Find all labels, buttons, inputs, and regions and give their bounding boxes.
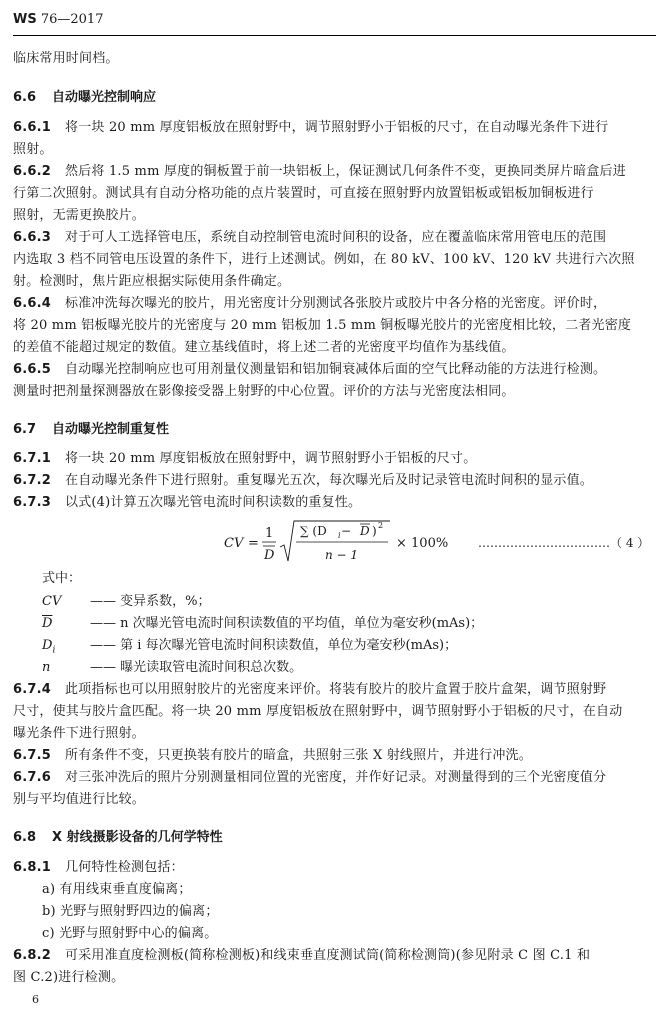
clause-number: 6.7.1 bbox=[13, 451, 52, 466]
text-line: 射。检测时，焦片距应根据实际使用条件确定。 bbox=[13, 274, 291, 289]
clause-line bbox=[13, 360, 658, 379]
clause-line bbox=[13, 493, 658, 512]
definition-n bbox=[42, 656, 302, 675]
clause-number: 6.6.4 bbox=[13, 296, 52, 311]
page-header bbox=[13, 12, 103, 27]
symbol: CV bbox=[42, 594, 62, 609]
clause-text: 标准冲洗每次曝光的胶片，用光密度计分别测试各张胶片或胶片中各分格的光密度。评价时， bbox=[65, 296, 607, 311]
clause-line bbox=[13, 746, 658, 765]
standard-code: WS bbox=[13, 12, 37, 27]
text-line: 曝光条件下进行照射。 bbox=[13, 726, 146, 741]
formula-sub-i: i bbox=[338, 531, 341, 540]
list-item: c) 光野与照射野中心的偏离。 bbox=[42, 926, 218, 941]
clause-text: 可采用准直度检测板(简称检测板)和线束垂直度测试筒(简称检测筒)(参见附录 C 图 C.1 和 bbox=[65, 948, 591, 963]
list-item: b) 光野与照射野四边的偏离； bbox=[42, 904, 219, 919]
section-number: 6.8 bbox=[13, 830, 37, 845]
clause-number: 6.7.4 bbox=[13, 682, 52, 697]
clause-number: 6.8.1 bbox=[13, 860, 52, 875]
section-heading bbox=[13, 418, 169, 437]
clause-line bbox=[13, 768, 658, 787]
formula-dbar: D bbox=[360, 524, 370, 538]
formula-frac-num: 1 bbox=[265, 526, 274, 541]
section-number: 6.6 bbox=[13, 90, 37, 105]
clause-line bbox=[13, 118, 658, 137]
clause-line bbox=[13, 228, 658, 247]
clause-text: 几何特性检测包括： bbox=[65, 860, 184, 875]
definition-text: —— 变异系数，%； bbox=[90, 594, 211, 609]
section-title: X 射线摄影设备的几何学特性 bbox=[52, 830, 223, 845]
clause-number: 6.8.2 bbox=[13, 948, 52, 963]
symbol: n bbox=[42, 660, 51, 675]
text-line: 将 20 mm 铝板曝光胶片的光密度与 20 mm 铝板加 1.5 mm 铜板曝光胶片的光密度相比较，二者光密度 bbox=[13, 318, 632, 333]
text-line: 照射，无需更换胶片。 bbox=[13, 208, 146, 223]
text-line: 的差值不能超过规定的数值。建立基线值时，将上述二者的光密度平均值作为基线值。 bbox=[13, 340, 515, 355]
clause-text: 然后将 1.5 mm 厚度的铜板置于前一块铝板上，保证测试几何条件不变，更换同类屏片暗盒后进 bbox=[65, 164, 626, 179]
symbol-base: D bbox=[42, 638, 53, 653]
symbol-sub: i bbox=[52, 645, 56, 656]
text-line: 临床常用时间档。 bbox=[13, 51, 119, 66]
clause-number: 6.6.5 bbox=[13, 362, 52, 377]
formula-den: n − 1 bbox=[325, 548, 359, 562]
clause-number: 6.7.3 bbox=[13, 495, 52, 510]
definition-di bbox=[42, 634, 457, 656]
where-label: 式中： bbox=[42, 571, 82, 586]
clause-line bbox=[13, 294, 658, 313]
symbol: $\overline{D}$ bbox=[42, 616, 53, 631]
text-line: 图 C.2)进行检测。 bbox=[13, 970, 125, 985]
header-rule bbox=[13, 35, 656, 36]
clause-text: 自动曝光控制响应也可用剂量仪测量铝和铝加铜衰减体后面的空气比释动能的方法进行检测。 bbox=[65, 362, 607, 377]
clause-line bbox=[13, 858, 658, 877]
clause-text: 所有条件不变，只更换装有胶片的暗盒，共照射三张 X 射线照片，并进行冲洗。 bbox=[65, 748, 532, 763]
clause-text: 将一块 20 mm 厚度铝板放在照射野中，调节照射野小于铝板的尺寸，在自动曝光条件下进行 bbox=[65, 120, 609, 135]
clause-number: 6.6.3 bbox=[13, 230, 52, 245]
equation-number: ……………………………（ 4 ） bbox=[478, 536, 650, 550]
formula-close: ) bbox=[372, 524, 377, 538]
clause-text: 以式(4)计算五次曝光管电流时间积读数的重复性。 bbox=[65, 495, 362, 510]
definition-text: —— n 次曝光管电流时间积读数值的平均值，单位为毫安秒(mAs)； bbox=[90, 616, 484, 631]
symbol bbox=[42, 638, 90, 656]
formula-eq: = bbox=[248, 536, 259, 551]
section-title: 自动曝光控制响应 bbox=[52, 90, 157, 105]
text-line: 内选取 3 档不同管电压设置的条件下，进行上述测试。例如，在 80 kV、100 kV、120 kV 共进行六次照 bbox=[13, 252, 635, 267]
definition-dbar bbox=[42, 612, 483, 631]
text-line: 测量时把剂量探测器放在影像接受器上射野的中心位置。评价的方法与光密度法相同。 bbox=[13, 384, 515, 399]
formula-square: 2 bbox=[378, 521, 384, 530]
clause-text: 此项指标也可以用照射胶片的光密度来评价。将装有胶片的胶片盒置于胶片盒架，调节照射野 bbox=[65, 682, 607, 697]
clause-number: 6.6.2 bbox=[13, 164, 52, 179]
section-heading bbox=[13, 826, 223, 845]
clause-line bbox=[13, 471, 658, 490]
clause-number: 6.7.2 bbox=[13, 473, 52, 488]
clause-line bbox=[13, 449, 658, 468]
formula-times: × 100% bbox=[396, 536, 449, 551]
clause-line bbox=[13, 162, 658, 181]
text-line: 行第二次照射。测试具有自动分格功能的点片装置时，可直接在照射野内放置铝板或铝板加铜板进行 bbox=[13, 186, 594, 201]
formula-sum: ∑ (D bbox=[300, 524, 327, 538]
section-title: 自动曝光控制重复性 bbox=[52, 422, 170, 437]
page-number: 6 bbox=[32, 993, 39, 1006]
text-line: 别与平均值进行比较。 bbox=[13, 792, 146, 807]
section-heading bbox=[13, 86, 156, 105]
clause-line bbox=[13, 680, 658, 699]
definition-text: —— 曝光读取管电流时间积总次数。 bbox=[90, 660, 303, 675]
clause-text: 在自动曝光条件下进行照射。重复曝光五次，每次曝光后及时记录管电流时间积的显示值。 bbox=[65, 473, 594, 488]
text-line: 照射。 bbox=[13, 142, 53, 157]
definition-cv bbox=[42, 590, 211, 609]
definition-text: —— 第 i 每次曝光管电流时间积读数值，单位为毫安秒(mAs)； bbox=[90, 638, 458, 653]
text-line: 尺寸，使其与胶片盒匹配。将一块 20 mm 厚度铝板放在照射野中，调节照射野小于铝板的尺寸，在自动 bbox=[13, 704, 623, 719]
section-number: 6.7 bbox=[13, 422, 37, 437]
clause-number: 6.7.6 bbox=[13, 770, 52, 785]
list-item: a) 有用线束垂直度偏离； bbox=[42, 882, 192, 897]
clause-text: 对三张冲洗后的照片分别测量相同位置的光密度，并作好记录。对测量得到的三个光密度值分 bbox=[65, 770, 607, 785]
formula-minus: − bbox=[341, 524, 352, 538]
clause-text: 对于可人工选择管电压，系统自动控制管电流时间积的设备，应在覆盖临床常用管电压的范围 bbox=[65, 230, 607, 245]
clause-number: 6.6.1 bbox=[13, 120, 52, 135]
clause-line bbox=[13, 946, 658, 965]
clause-text: 将一块 20 mm 厚度铝板放在照射野中，调节照射野小于铝板的尺寸。 bbox=[65, 451, 477, 466]
clause-number: 6.7.5 bbox=[13, 748, 52, 763]
formula-frac-den: D bbox=[264, 548, 275, 563]
formula-lhs: CV bbox=[224, 536, 244, 551]
standard-number: 76—2017 bbox=[40, 12, 104, 27]
